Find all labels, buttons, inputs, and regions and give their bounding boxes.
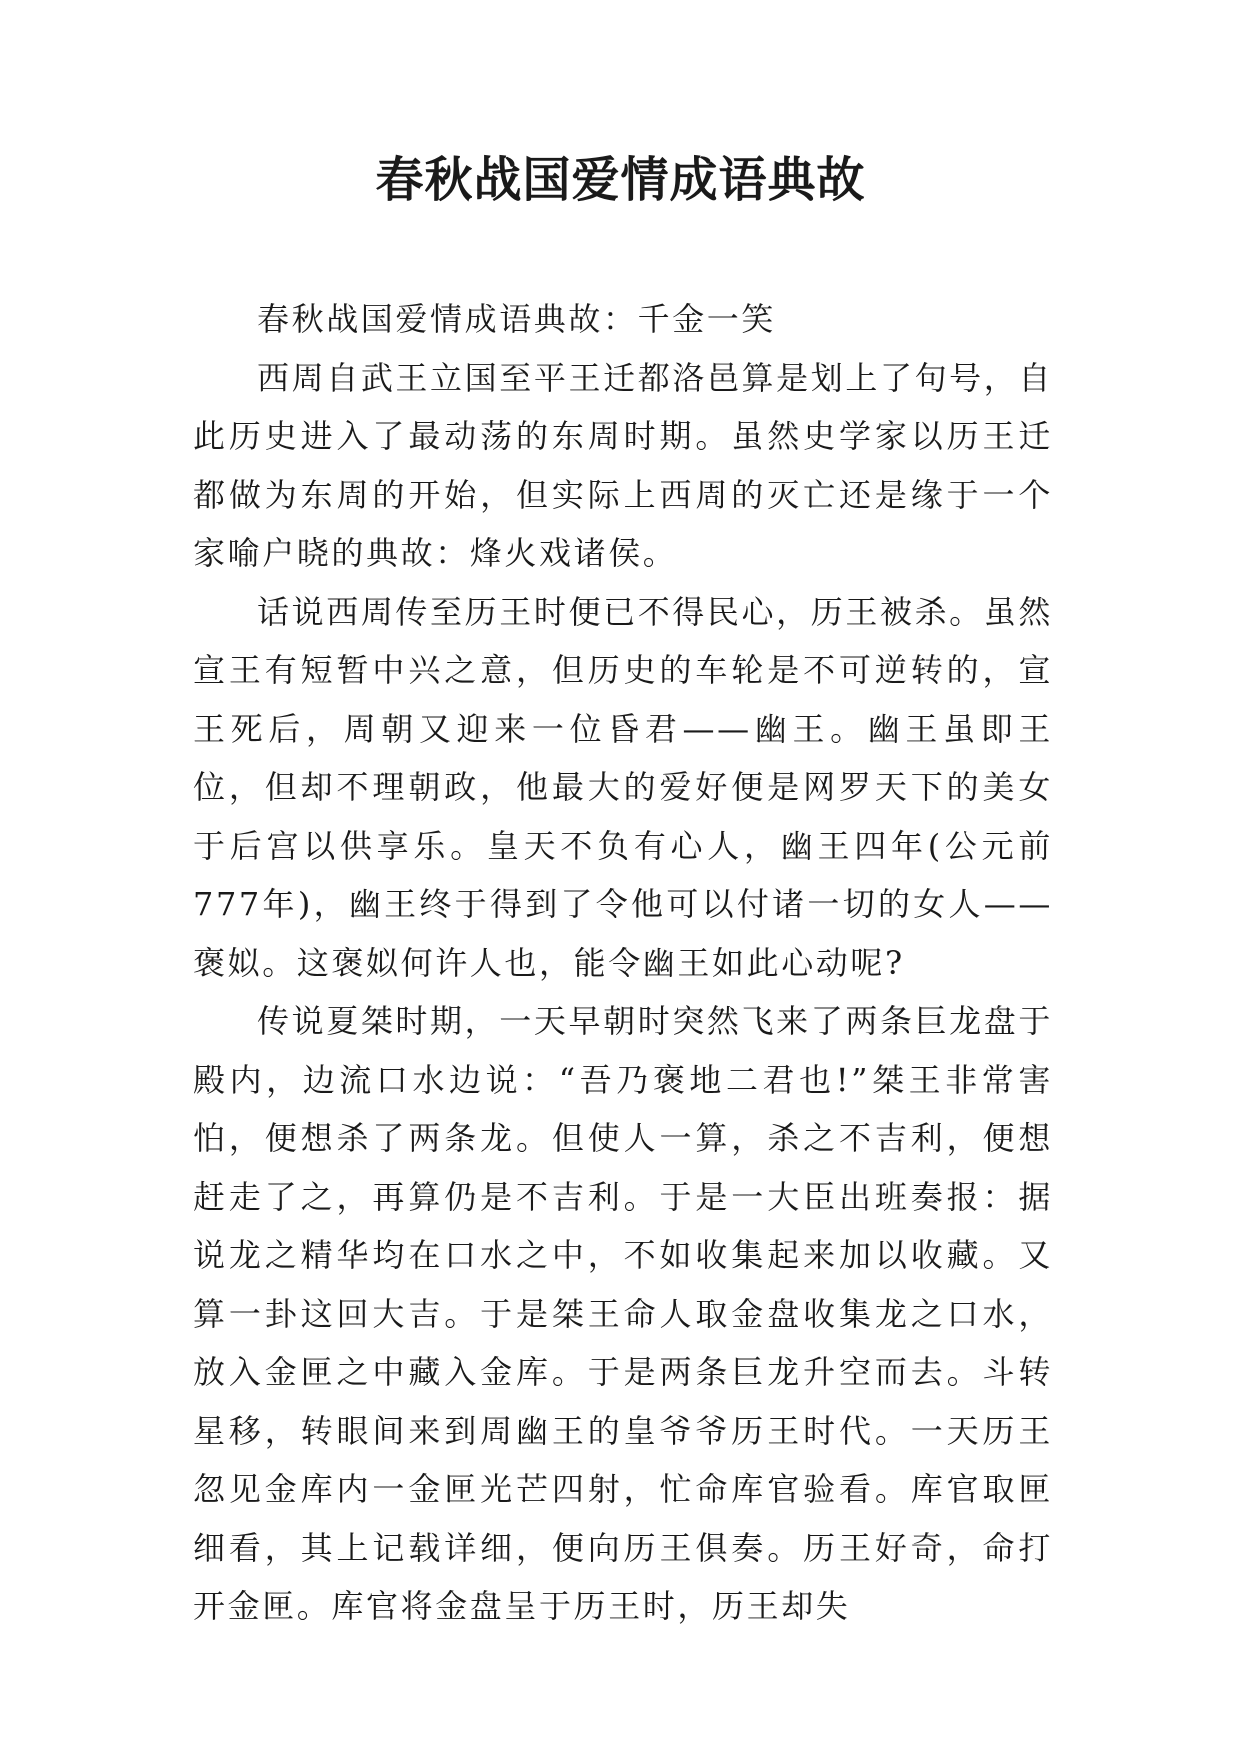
document-body [193,290,1053,1636]
paragraph: 话说西周传至历王时便已不得民心，历王被杀。虽然宣王有短暂中兴之意，但历史的车轮是不可逆转的，宣王死后，周朝又迎来一位昏君——幽王。幽王虽即王位，但却不理朝政，他最大的爱好便是网罗天下的美女于后宫以供享乐。皇天不负有心人，幽王四年(公元前777年)，幽王终于得到了令他可以付诸一切的女人——褒姒。这褒姒何许人也，能令幽王如此心动呢? [193,592,1053,982]
paragraph: 传说夏桀时期，一天早朝时突然飞来了两条巨龙盘于殿内，边流口水边说：“吾乃褒地二君也!”桀王非常害怕，便想杀了两条龙。但使人一算，杀之不吉利，便想赶走了之，再算仍是不吉利。于是一大臣出班奏报：据说龙之精华均在口水之中，不如收集起来加以收藏。又算一卦这回大吉。于是桀王命人取金盘收集龙之口水，放入金匣之中藏入金库。于是两条巨龙升空而去。斗转星移，转眼间来到周幽王的皇爷爷历王时代。一天历王忽见金库内一金匣光芒四射，忙命库官验看。库官取匣细看，其上记载详细，便向历王俱奏。历王好奇，命打开金匣。库官将金盘呈于历王时，历王却失 [193,1002,1053,1625]
document-title: 春秋战国爱情成语典故 [375,152,866,208]
paragraph-subtitle: 春秋战国爱情成语典故：千金一笑 [257,300,777,338]
paragraph: 西周自武王立国至平王迁都洛邑算是划上了句号，自此历史进入了最动荡的东周时期。虽然史学家以历王迁都做为东周的开始，但实际上西周的灭亡还是缘于一个家喻户晓的典故：烽火戏诸侯。 [193,358,1053,572]
